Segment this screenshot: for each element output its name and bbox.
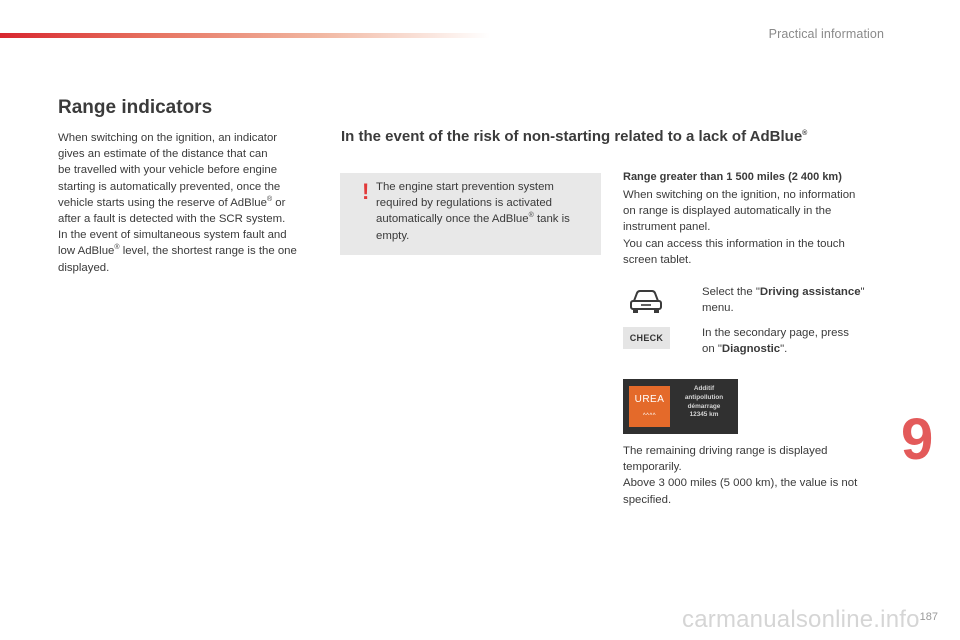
range-line: When switching on the ignition, no information <box>623 189 856 201</box>
remaining-line: temporarily. <box>623 461 682 474</box>
warning-text-part: tank is <box>533 213 570 226</box>
display-line: antipollution <box>684 393 724 401</box>
warning-line: The engine start prevention system <box>376 181 554 193</box>
remaining-line: Above 3 000 miles (5 000 km), the value is not <box>623 477 858 490</box>
intro-line: gives an estimate of the distance that can <box>58 148 268 161</box>
registered-mark: ® <box>266 196 273 204</box>
remaining-line: The remaining driving range is displayed <box>623 445 828 457</box>
intro-line <box>58 195 328 211</box>
range-line: instrument panel. <box>623 221 711 234</box>
remaining-line: specified. <box>623 493 672 506</box>
step-text-part: menu. <box>702 302 734 314</box>
step-press-diagnostic <box>681 325 886 357</box>
intro-line: after a fault is detected with the SCR system. <box>58 213 286 226</box>
page-number: 187 <box>919 611 938 623</box>
intro-line: In the event of simultaneous system fault and <box>58 229 287 242</box>
non-starting-heading <box>341 128 807 145</box>
display-message <box>674 385 734 420</box>
step-text <box>702 284 886 316</box>
display-line: démarrage <box>687 402 721 410</box>
header-accent-bar <box>0 33 490 38</box>
registered-mark: ® <box>528 212 534 220</box>
intro-paragraph <box>58 130 328 276</box>
display-line: Additif <box>693 385 715 392</box>
intro-text: vehicle starts using the reserve of AdBlue <box>58 196 267 209</box>
range-heading: Range greater than 1 500 miles (2 400 km) <box>623 171 842 183</box>
intro-line: When switching on the ignition, an indicator <box>58 132 278 144</box>
registered-mark: ® <box>114 244 120 252</box>
car-icon <box>628 288 664 316</box>
registered-mark: ® <box>802 130 808 137</box>
step-text-part: on " <box>702 343 722 355</box>
intro-text: or <box>272 196 286 209</box>
menu-name: Driving assistance <box>759 286 861 298</box>
step-text-part: In the secondary page, press <box>702 327 849 339</box>
urea-label: UREA <box>634 394 665 405</box>
range-line: screen tablet. <box>623 253 692 266</box>
range-line: You can access this information in the touch <box>623 237 845 250</box>
intro-text: level, the shortest range is the one <box>119 245 297 258</box>
step-text-part: Select the " <box>702 286 760 298</box>
section-label: Practical information <box>768 27 884 41</box>
exclamation-icon: ! <box>362 179 370 204</box>
warning-box <box>340 173 601 255</box>
intro-line: starting is automatically prevented, once the <box>58 180 281 193</box>
check-icon: CHECK <box>623 327 670 349</box>
intro-text: low AdBlue <box>58 245 115 258</box>
intro-line: be travelled with your vehicle before engine <box>58 164 278 177</box>
diagnostic-label: Diagnostic <box>721 343 781 355</box>
non-starting-title: In the event of the risk of non-starting related to a lack of AdBlue <box>341 128 803 145</box>
step-text-part: " <box>860 286 865 298</box>
warning-line: empty. <box>376 229 410 242</box>
urea-waves: ^^^^ <box>642 413 657 419</box>
warning-line: required by regulations is activated <box>376 197 553 210</box>
step-text <box>702 325 886 357</box>
page-title: Range indicators <box>58 97 213 118</box>
warning-text <box>376 179 594 244</box>
warning-text-part: automatically once the AdBlue <box>376 213 529 226</box>
range-paragraph <box>623 187 883 268</box>
display-line: 12345 km <box>689 411 719 419</box>
urea-warning-badge <box>629 386 670 427</box>
instrument-display-image <box>623 379 738 434</box>
intro-line: displayed. <box>58 261 110 274</box>
intro-line <box>58 243 328 259</box>
step-select-driving-assistance <box>681 284 886 316</box>
watermark: carmanualsonline.info <box>682 606 920 633</box>
step-text-part: ". <box>780 343 788 355</box>
range-line: on range is displayed automatically in the <box>623 205 832 218</box>
warning-line <box>376 211 594 227</box>
chapter-number: 9 <box>901 407 934 472</box>
remaining-range-paragraph <box>623 443 885 508</box>
